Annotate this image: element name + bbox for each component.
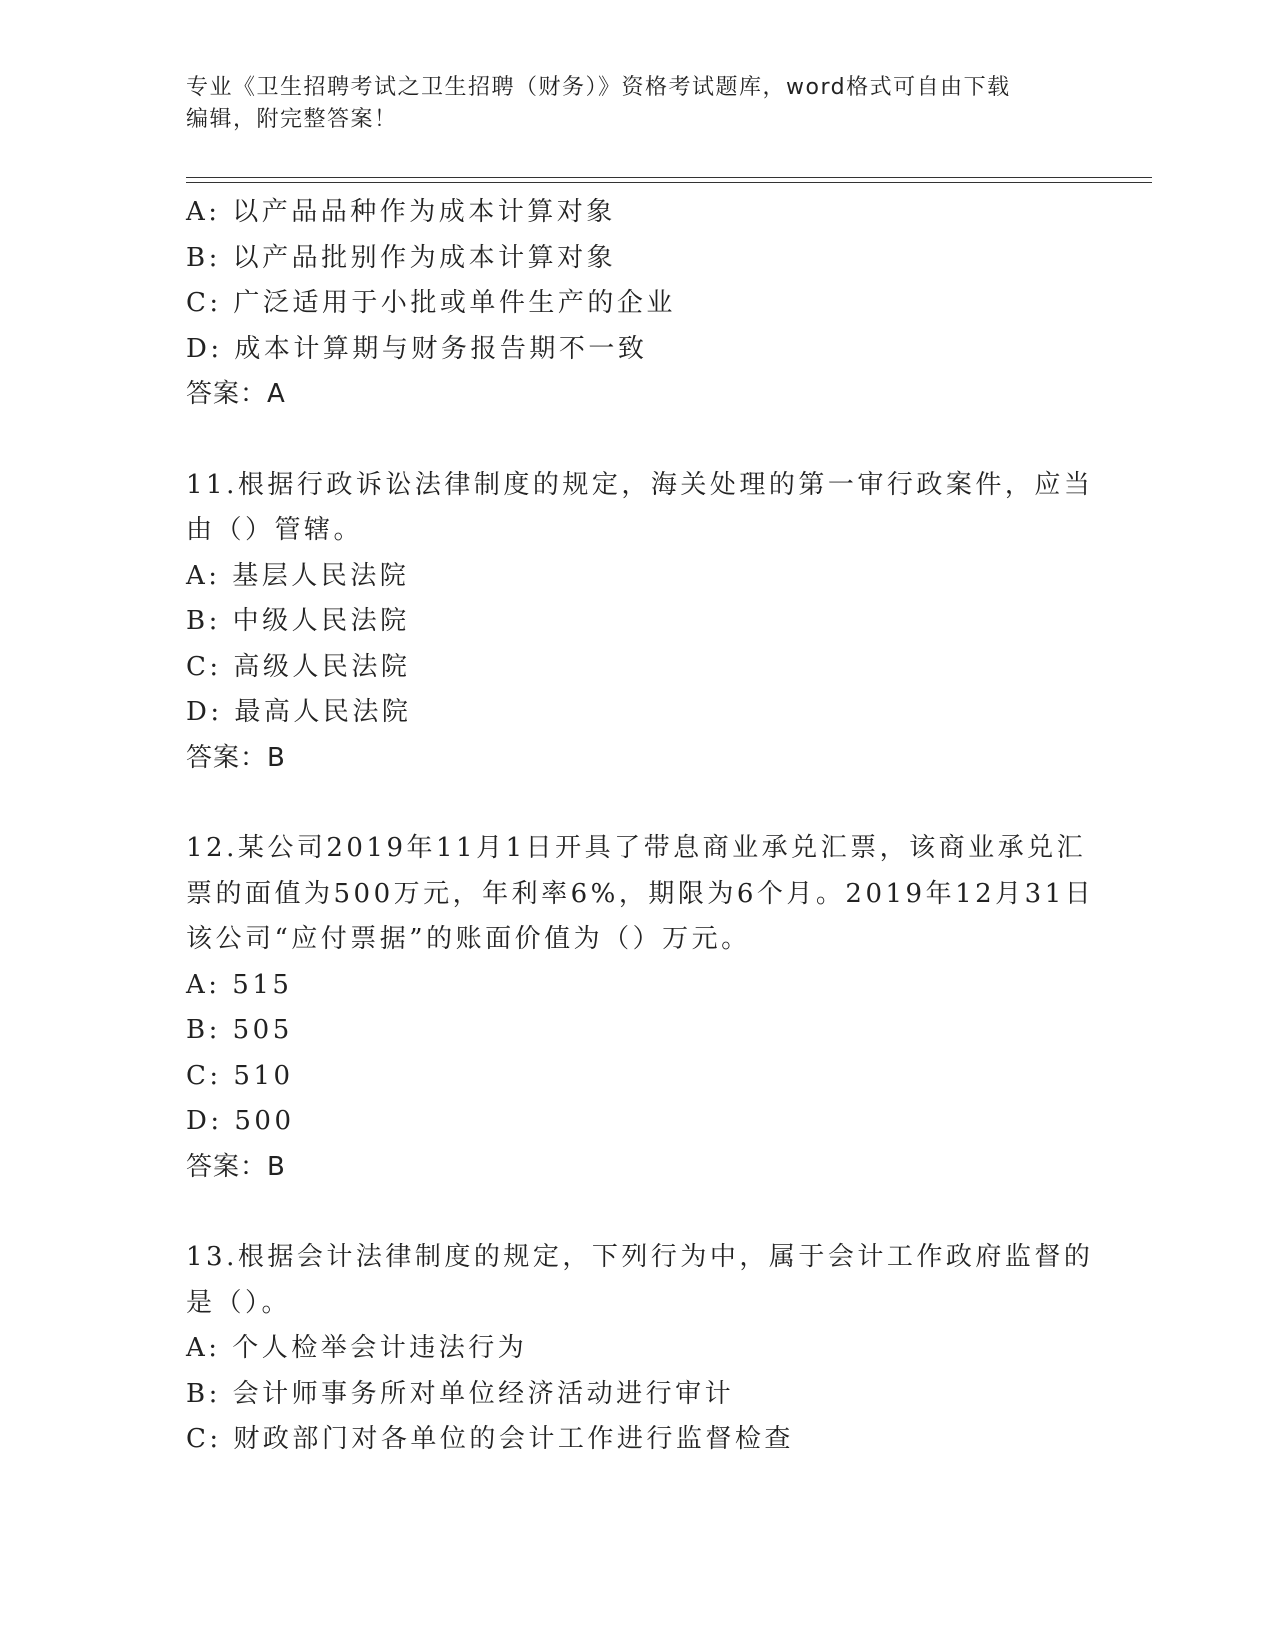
question-11-block [186,463,1094,782]
header-line-1: 专业《卫生招聘考试之卫生招聘（财务）》资格考试题库，word格式可自由下载 [186,75,1011,100]
q10-option-a: A: 以产品品种作为成本计算对象 [186,197,616,227]
header-divider-top [186,177,1152,178]
q12-option-d: D: 500 [186,1106,295,1136]
q12-stem-line-2: 票的面值为500万元，年利率6%，期限为6个月。2019年12月31日 [186,878,1095,909]
spacer [186,418,1086,463]
q11-stem-line-1: 11.根据行政诉讼法律制度的规定，海关处理的第一审行政案件，应当 [186,469,1094,500]
q10-option-b: B: 以产品批别作为成本计算对象 [186,242,617,273]
spacer [186,1190,1086,1235]
q12-stem-line-1: 12.某公司2019年11月1日开具了带息商业承兑汇票，该商业承兑汇 [186,833,1087,863]
q12-stem-line-3: 该公司“应付票据”的账面价值为（）万元。 [186,924,751,954]
question-12-block [186,826,1095,1190]
q11-option-c: C: 高级人民法院 [186,651,411,682]
question-10-block [186,190,1086,418]
q12-option-b: B: 505 [186,1015,293,1045]
q10-option-d: D: 成本计算期与财务报告期不一致 [186,333,648,364]
spacer [186,781,1086,826]
q13-option-b: B: 会计师事务所对单位经济活动进行审计 [186,1378,735,1409]
q11-answer: 答案：B [186,742,286,773]
q11-stem-line-2: 由（）管辖。 [186,515,364,545]
q12-option-c: C: 510 [186,1060,294,1091]
q13-option-a: A: 个人检举会计违法行为 [186,1333,528,1363]
q10-answer: 答案：A [186,379,286,409]
header-divider-bottom [186,182,1152,183]
q11-option-b: B: 中级人民法院 [186,606,410,636]
q13-option-c: C: 财政部门对各单位的会计工作进行监督检查 [186,1424,794,1454]
q12-answer: 答案：B [186,1151,286,1182]
q13-stem-line-2: 是（）。 [186,1287,292,1318]
document-header [186,72,1086,136]
question-content [186,190,1095,1463]
header-line-2: 编辑，附完整答案！ [186,107,398,132]
q11-option-a: A: 基层人民法院 [186,560,410,591]
q12-option-a: A: 515 [186,969,293,1000]
q11-option-d: D: 最高人民法院 [186,697,412,727]
q13-stem-line-1: 13.根据会计法律制度的规定，下列行为中，属于会计工作政府监督的 [186,1242,1094,1272]
question-13-block [186,1235,1094,1463]
q10-option-c: C: 广泛适用于小批或单件生产的企业 [186,288,676,318]
